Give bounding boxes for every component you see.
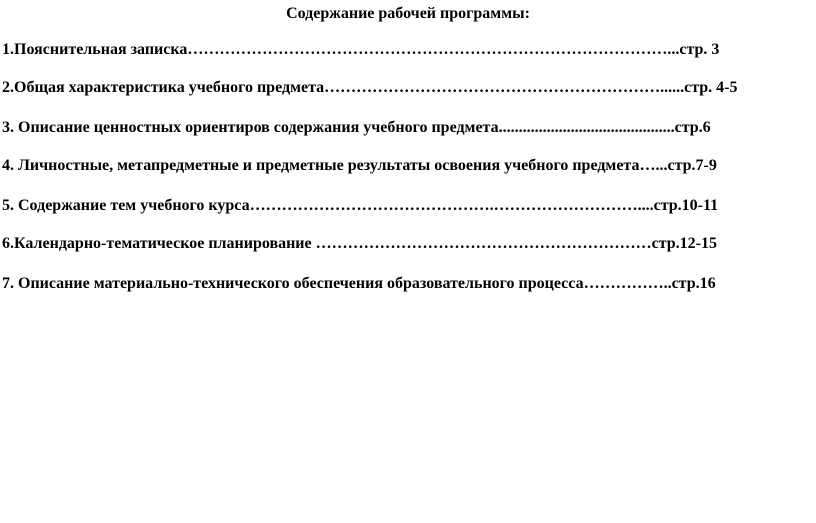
toc-item-2: 2.Общая характеристика учебного предмета………………………………………………………......стр. 4-5 <box>2 79 738 96</box>
document-title: Содержание рабочей программы: <box>286 5 530 22</box>
toc-item-3: 3. Описание ценностных ориентиров содержания учебного предмета............................................стр.6 <box>2 119 711 136</box>
toc-item-5: 5. Содержание тем учебного курса……………………………………….………………………....стр.10-11 <box>2 197 719 214</box>
toc-item-7: 7. Описание материально-технического обеспечения образовательного процесса……………..стр.16 <box>2 275 716 292</box>
toc-item-1: 1.Пояснительная записка………………………………………………………………………………...стр. 3 <box>2 41 720 58</box>
toc-item-4: 4. Личностные, метапредметные и предметные результаты освоения учебного предмета…...стр.7-9 <box>2 157 717 174</box>
toc-item-6: 6.Календарно-тематическое планирование ………………………………………………………стр.12-15 <box>2 235 718 252</box>
